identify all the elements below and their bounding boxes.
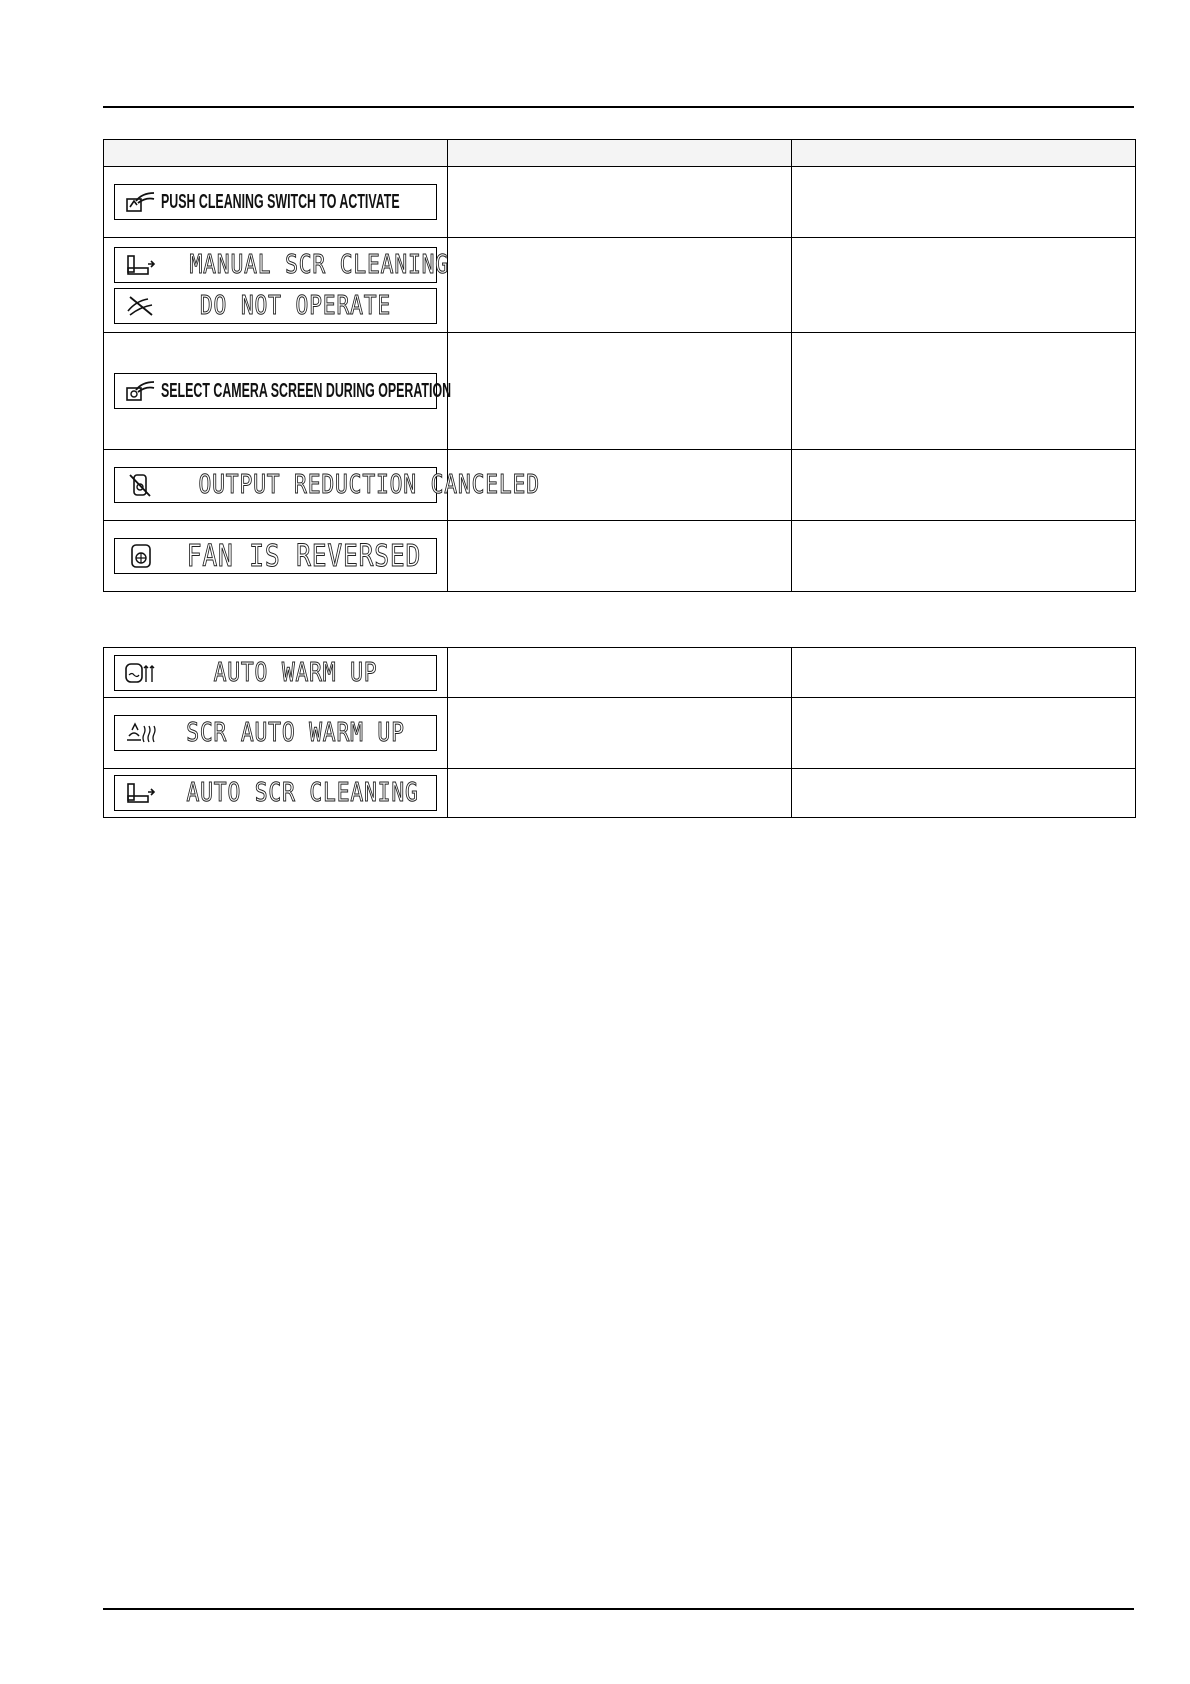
message-text: SCR AUTO WARM UP: [186, 718, 405, 748]
table-header-row: [104, 140, 1136, 167]
message-text: OUTPUT REDUCTION CANCELED: [198, 470, 540, 500]
message-display: [114, 247, 449, 283]
description-cell: [448, 333, 792, 450]
message-cell: [104, 698, 448, 769]
message-display: [114, 467, 540, 503]
auto-scr-cleaning-icon: [121, 778, 161, 808]
camera-screen-hand-icon: [121, 376, 161, 406]
message-display: [114, 288, 437, 324]
table-row: [104, 648, 1136, 698]
message-cell: [104, 769, 448, 818]
message-table-main: [103, 139, 1136, 592]
action-cell: [792, 333, 1136, 450]
message-display: [114, 184, 437, 220]
manual-scr-cleaning-icon: [121, 250, 161, 280]
message-text: DO NOT OPERATE: [199, 290, 392, 321]
message-cell: [104, 648, 448, 698]
action-cell: [792, 450, 1136, 521]
message-text: AUTO SCR CLEANING: [186, 778, 419, 808]
action-cell: [792, 648, 1136, 698]
message-table-secondary: [103, 647, 1136, 818]
action-cell: [792, 769, 1136, 818]
message-display: [114, 373, 452, 409]
table-row: [104, 698, 1136, 769]
table-row: [104, 167, 1136, 238]
output-reduction-canceled-icon: [121, 470, 161, 500]
description-cell: [448, 238, 792, 333]
message-display: [114, 715, 437, 751]
cleaning-switch-hand-icon: [121, 187, 161, 217]
message-display: [114, 655, 437, 691]
message-cell: [104, 450, 540, 521]
message-cell: [104, 521, 448, 592]
do-not-operate-icon: [121, 291, 161, 321]
description-cell: [448, 521, 792, 592]
description-cell: [448, 769, 792, 818]
table-row: [104, 769, 1136, 818]
header-cell-display: [104, 140, 448, 167]
table-row: [104, 238, 1136, 333]
header-cell-action: [792, 140, 1136, 167]
message-cell: [104, 167, 448, 238]
table-row: [104, 450, 1136, 521]
auto-warm-up-icon: [121, 658, 161, 688]
header-cell-description: [448, 140, 792, 167]
message-cell: [104, 238, 448, 333]
action-cell: [792, 521, 1136, 592]
description-cell: [448, 698, 792, 769]
table-row: [104, 333, 1136, 450]
message-display: [114, 538, 437, 574]
message-text: SELECT CAMERA SCREEN DURING OPERATION: [161, 379, 452, 402]
description-cell: [448, 167, 792, 238]
table-row: [104, 521, 1136, 592]
header-rule: [103, 106, 1134, 108]
message-text: FAN IS REVERSED: [186, 538, 422, 574]
message-display: [114, 775, 437, 811]
message-text: MANUAL SCR CLEANING: [189, 249, 449, 280]
action-cell: [792, 698, 1136, 769]
scr-auto-warm-up-icon: [121, 718, 161, 748]
action-cell: [792, 238, 1136, 333]
message-text: AUTO WARM UP: [213, 657, 378, 688]
footer-rule: [103, 1608, 1134, 1610]
description-cell: [448, 648, 792, 698]
message-cell: [104, 333, 452, 450]
fan-reversed-icon: [121, 541, 161, 571]
message-text: PUSH CLEANING SWITCH TO ACTIVATE: [161, 190, 400, 213]
action-cell: [792, 167, 1136, 238]
